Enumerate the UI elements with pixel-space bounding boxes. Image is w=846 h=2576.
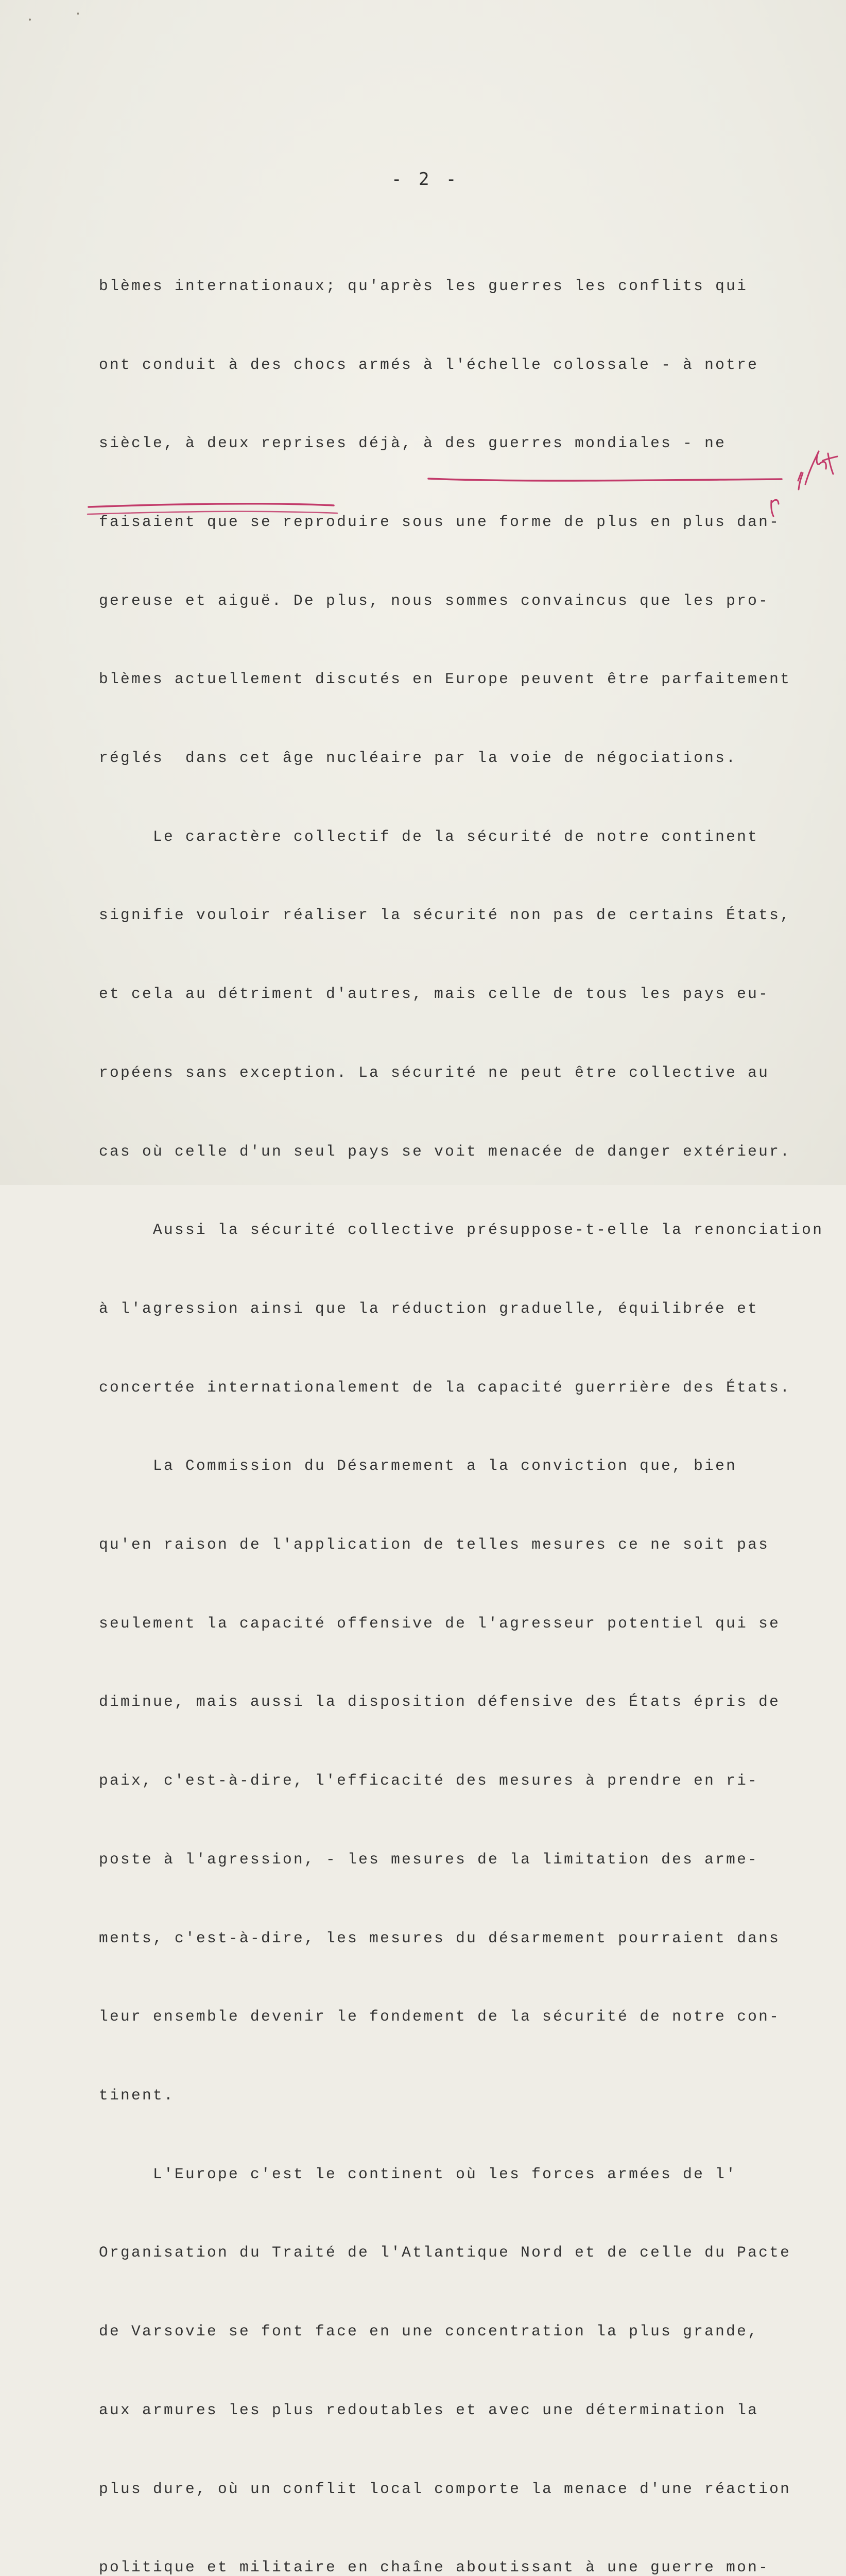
text-line: blèmes actuellement discutés en Europe peuvent être parfaitement [99, 670, 791, 688]
text-line: La Commission du Désarmement a la conviction que, bien [99, 1457, 737, 1475]
text-line: Le caractère collectif de la sécurité de notre continent [99, 827, 759, 845]
text-line: concertée internationalement de la capacité guerrière des États. [99, 1378, 791, 1396]
text-line: siècle, à deux reprises déjà, à des guerres mondiales - ne [99, 434, 727, 452]
text-line: ments, c'est-à-dire, les mesures du désarmement pourraient dans [99, 1929, 781, 1947]
text-line: réglés dans cet âge nucléaire par la voie de négociations. [99, 749, 737, 767]
paper-speck [29, 19, 31, 21]
text-line: ropéens sans exception. La sécurité ne peut être collective au [99, 1063, 770, 1081]
typewritten-body [99, 221, 824, 2576]
text-line: paix, c'est-à-dire, l'efficacité des mesures à prendre en ri- [99, 1772, 759, 1790]
text-line: de Varsovie se font face en une concentration la plus grande, [99, 2323, 759, 2341]
text-line: Organisation du Traité de l'Atlantique Nord et de celle du Pacte [99, 2244, 791, 2262]
text-line: cas où celle d'un seul pays se voit menacée de danger extérieur. [99, 1142, 791, 1160]
page-number: - 2 - [391, 169, 460, 190]
text-line: gereuse et aiguë. De plus, nous sommes convaincus que les pro- [99, 591, 770, 609]
text-line: tinent. [99, 2086, 175, 2104]
text-line: seulement la capacité offensive de l'agresseur potentiel qui se [99, 1614, 781, 1632]
text-line: aux armures les plus redoutables et avec une détermination la [99, 2401, 759, 2419]
text-line: blèmes internationaux; qu'après les guerres les conflits qui [99, 277, 748, 295]
paper-speck [77, 12, 79, 15]
text-line: plus dure, où un conflit local comporte la menace d'une réaction [99, 2480, 791, 2498]
text-line: politique et militaire en chaîne aboutissant à une guerre mon- [99, 2558, 770, 2576]
text-line: Aussi la sécurité collective présuppose-t-elle la renonciation [99, 1221, 824, 1239]
text-line: faisaient que se reproduire sous une forme de plus en plus dan- [99, 513, 781, 531]
text-line: à l'agression ainsi que la réduction graduelle, équilibrée et [99, 1299, 759, 1317]
text-line: ont conduit à des chocs armés à l'échelle colossale - à notre [99, 355, 759, 374]
text-line: diminue, mais aussi la disposition défensive des États épris de [99, 1693, 781, 1711]
text-line: L'Europe c'est le continent où les forces armées de l' [99, 2165, 737, 2183]
text-line: et cela au détriment d'autres, mais celle de tous les pays eu- [99, 985, 770, 1003]
text-line: poste à l'agression, - les mesures de la limitation des arme- [99, 1850, 759, 1868]
text-line: qu'en raison de l'application de telles mesures ce ne soit pas [99, 1536, 770, 1554]
text-line: signifie vouloir réaliser la sécurité non pas de certains États, [99, 906, 791, 924]
text-line: leur ensemble devenir le fondement de la sécurité de notre con- [99, 2008, 781, 2026]
